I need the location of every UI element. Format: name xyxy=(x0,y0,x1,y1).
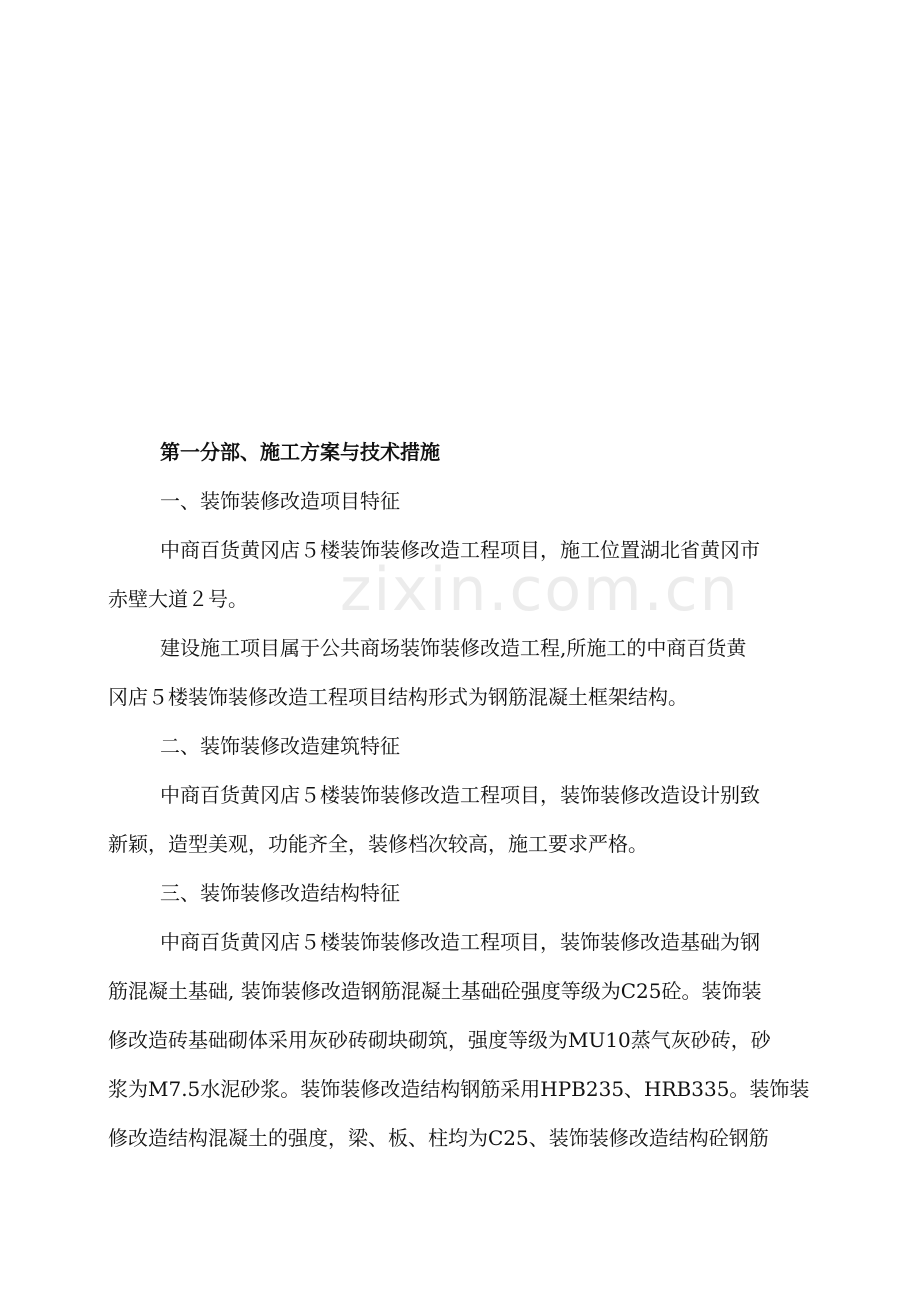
paragraph-line: 赤壁大道２号。 xyxy=(108,587,248,611)
paragraph-line: 修改造结构混凝土的强度，梁、板、柱均为C25、装饰装修改造结构砼钢筋 xyxy=(108,1126,769,1150)
paragraph-line: 浆为M7.5水泥砂浆。装饰装修改造结构钢筋采用HPB235、HRB335。装饰装 xyxy=(108,1077,810,1101)
paragraph-line: 中商百货黄冈店５楼装饰装修改造工程项目，施工位置湖北省黄冈市 xyxy=(160,538,760,562)
paragraph-line: 新颖，造型美观，功能齐全，装修档次较高，施工要求严格。 xyxy=(108,832,648,856)
paragraph-line: 建设施工项目属于公共商场装饰装修改造工程,所施工的中商百货黄 xyxy=(160,636,747,660)
paragraph xyxy=(108,918,818,1163)
part-title: 第一分部、施工方案与技术措施 xyxy=(160,440,440,464)
section-heading: 二、装饰装修改造建筑特征 xyxy=(160,734,400,758)
paragraph-line: 中商百货黄冈店５楼装饰装修改造工程项目，装饰装修改造基础为钢 xyxy=(160,930,760,954)
paragraph-line: 筋混凝土基础, 装饰装修改造钢筋混凝土基础砼强度等级为C25砼。装饰装 xyxy=(108,979,762,1003)
paragraph xyxy=(108,771,818,869)
paragraph xyxy=(108,624,818,722)
document-body xyxy=(108,428,818,1163)
watermark: zixin.com.cn xyxy=(340,555,740,625)
paragraph-line: 冈店５楼装饰装修改造工程项目结构形式为钢筋混凝土框架结构。 xyxy=(108,685,688,709)
paragraph-line: 中商百货黄冈店５楼装饰装修改造工程项目，装饰装修改造设计别致 xyxy=(160,783,760,807)
section-heading: 一、装饰装修改造项目特征 xyxy=(160,489,400,513)
paragraph-line: 修改造砖基础砌体采用灰砂砖砌块砌筑，强度等级为MU10蒸气灰砂砖，砂 xyxy=(108,1028,771,1052)
section-heading: 三、装饰装修改造结构特征 xyxy=(160,881,400,905)
paragraph xyxy=(108,526,818,624)
